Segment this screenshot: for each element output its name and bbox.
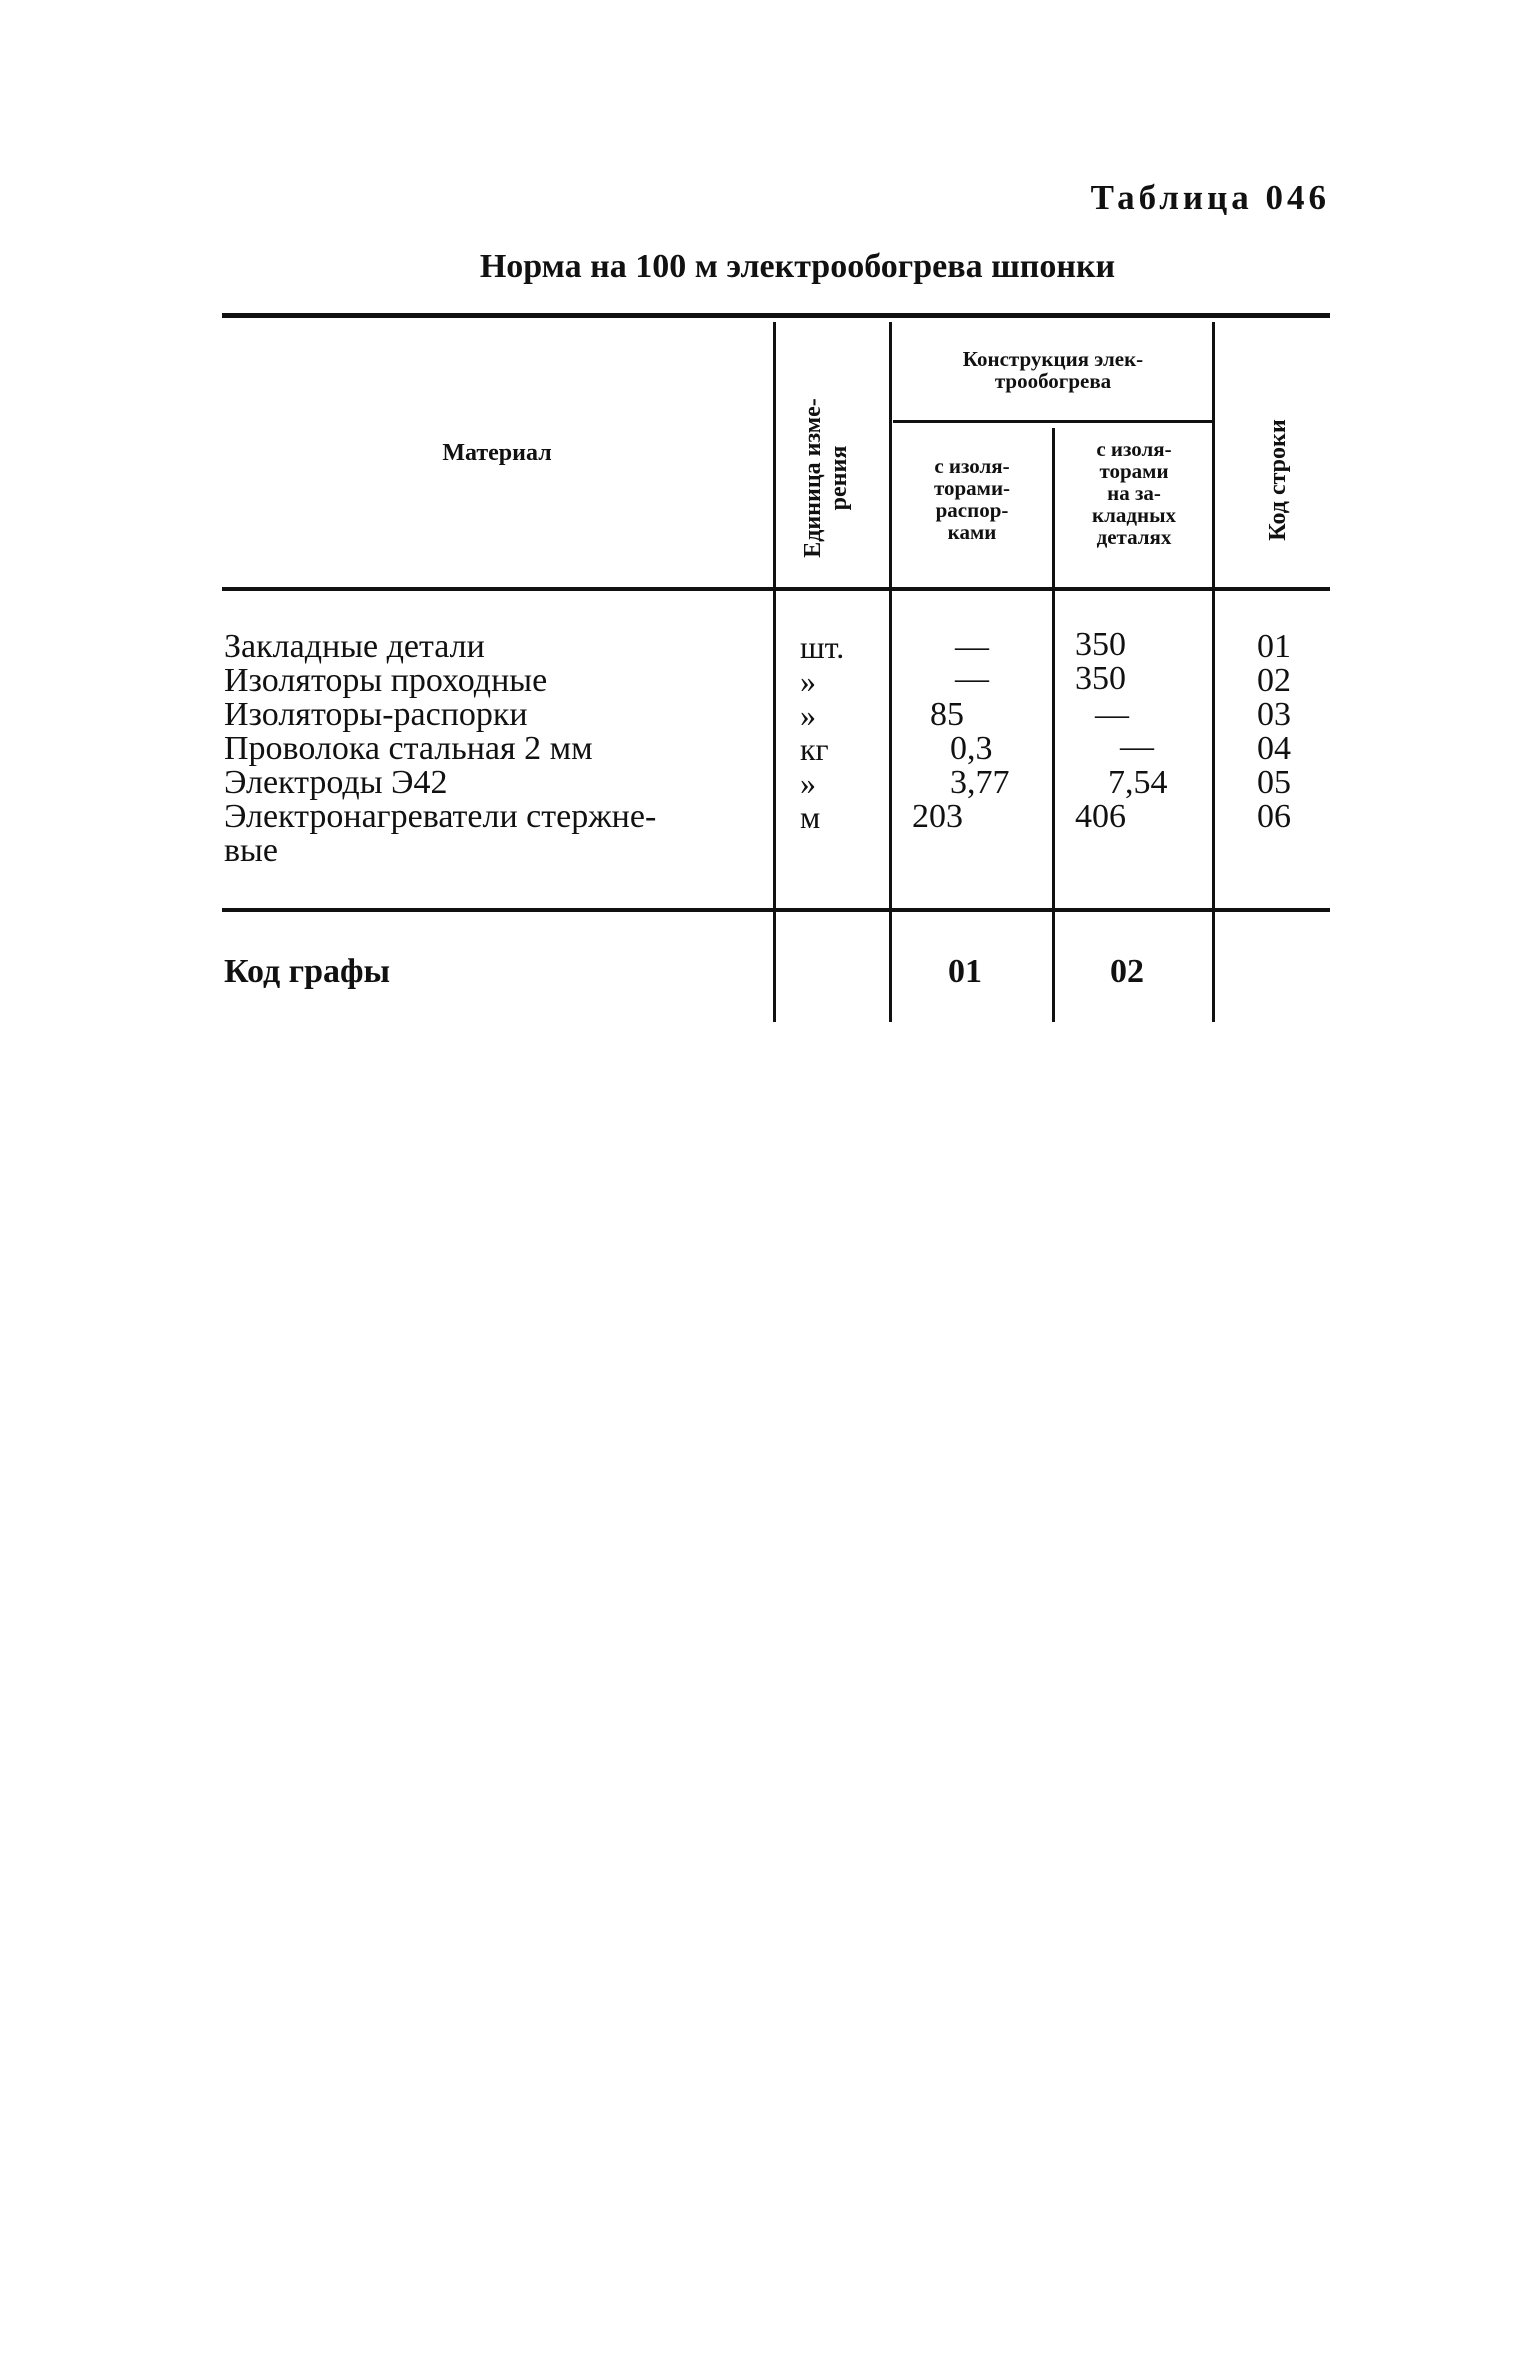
row-2-material: Изоляторы проходные [224, 662, 548, 699]
construction-rule [893, 420, 1213, 423]
row-6-material-line1: Электронагреватели стержне- [224, 798, 657, 835]
row-4-col2: — [1120, 728, 1154, 765]
row-code-header: Код строки [1265, 419, 1291, 541]
row-1-material: Закладные детали [224, 628, 485, 665]
row-1-code: 01 [1257, 628, 1291, 665]
row-4-col1: 0,3 [950, 730, 993, 767]
row-3-material: Изоляторы-распорки [224, 696, 528, 733]
column-code-2: 02 [1110, 953, 1144, 990]
row-4-code: 04 [1257, 730, 1291, 767]
col-embedded-header: с изоля- торами на за- кладных деталях [1092, 437, 1176, 549]
row-2-unit: » [800, 663, 816, 699]
table-label: Таблица 046 [1090, 178, 1330, 217]
row-1-col1: — [955, 628, 989, 665]
row-6-material-line2: вые [224, 832, 278, 869]
row-4-material: Проволока стальная 2 мм [224, 730, 593, 767]
unit-header: Единица изме- рения [800, 398, 852, 558]
vrule-unit [773, 322, 776, 1022]
row-5-col1: 3,77 [950, 764, 1010, 801]
top-rule [222, 313, 1330, 318]
row-2-col2: 350 [1075, 660, 1126, 697]
row-3-col2: — [1095, 696, 1129, 733]
row-6-col1: 203 [912, 798, 963, 835]
row-5-unit: » [800, 765, 816, 801]
material-header: Материал [442, 440, 552, 466]
row-1-unit: шт. [800, 629, 845, 665]
row-4-unit: кг [800, 731, 829, 767]
row-6-code: 06 [1257, 798, 1291, 835]
row-5-col2: 7,54 [1108, 764, 1168, 801]
row-6-unit: м [800, 799, 821, 835]
table-title: Норма на 100 м электрообогрева шпонки [479, 248, 1116, 285]
column-code-1: 01 [948, 953, 982, 990]
construction-header: Конструкция элек- трообогрева [962, 347, 1144, 393]
vrule-construction [889, 322, 892, 1022]
row-5-material: Электроды Э42 [224, 764, 448, 801]
body-bottom-rule [222, 908, 1330, 912]
row-3-unit: » [800, 697, 816, 733]
row-1-col2: 350 [1075, 626, 1126, 663]
row-2-col1: — [955, 660, 989, 697]
row-5-code: 05 [1257, 764, 1291, 801]
row-2-code: 02 [1257, 662, 1291, 699]
vrule-code [1212, 322, 1215, 1022]
row-6-material [224, 800, 759, 834]
row-3-code: 03 [1257, 696, 1291, 733]
row-6-col2: 406 [1075, 798, 1126, 835]
header-bottom-rule [222, 587, 1330, 591]
column-code-label: Код графы [224, 953, 391, 990]
col-spacers-header: с изоля- торами- распор- ками [933, 454, 1011, 544]
row-3-col1: 85 [930, 696, 964, 733]
